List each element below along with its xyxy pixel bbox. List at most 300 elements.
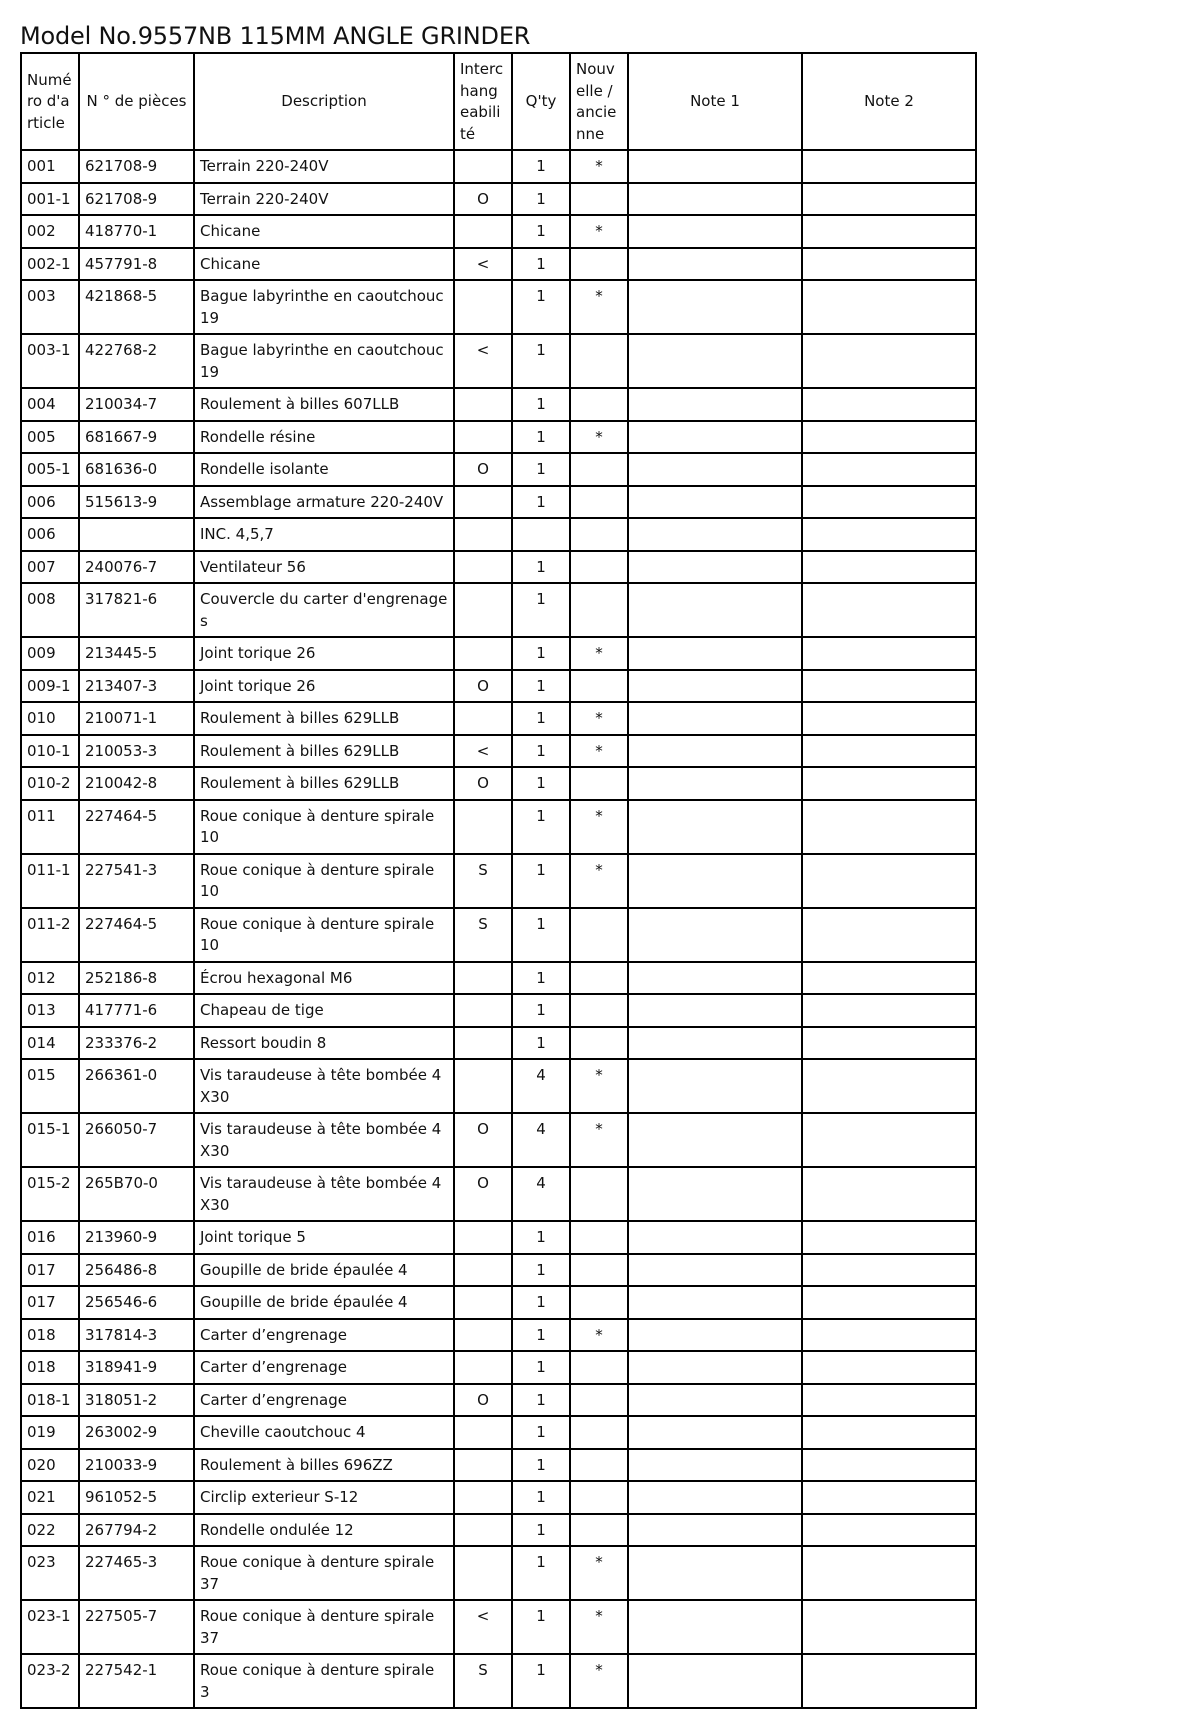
cell-description: Roulement à billes 629LLB [194,702,454,735]
cell-part-number: 213407-3 [79,670,194,703]
cell-quantity: 1 [512,1221,570,1254]
cell-item-number: 020 [21,1449,79,1482]
cell-new-old: * [570,150,628,183]
cell-note-1 [628,1600,802,1654]
cell-new-old [570,1481,628,1514]
col-header-item-number: Numéro d'article [21,53,79,150]
cell-note-2 [802,551,976,584]
cell-item-number: 002-1 [21,248,79,281]
cell-interchangeability [454,637,512,670]
cell-quantity: 1 [512,702,570,735]
cell-new-old [570,962,628,995]
cell-new-old [570,518,628,551]
cell-item-number: 008 [21,583,79,637]
cell-note-2 [802,962,976,995]
cell-part-number: 265B70-0 [79,1167,194,1221]
cell-part-number: 227541-3 [79,854,194,908]
cell-note-1 [628,1286,802,1319]
cell-description: Ressort boudin 8 [194,1027,454,1060]
col-header-note-1: Note 1 [628,53,802,150]
cell-note-1 [628,670,802,703]
cell-part-number: 227464-5 [79,800,194,854]
cell-note-2 [802,388,976,421]
table-row [21,1600,976,1654]
table-row [21,334,976,388]
cell-note-2 [802,1286,976,1319]
cell-part-number: 515613-9 [79,486,194,519]
cell-note-1 [628,453,802,486]
cell-note-1 [628,637,802,670]
cell-part-number: 417771-6 [79,994,194,1027]
cell-note-1 [628,1319,802,1352]
table-row [21,388,976,421]
cell-description: Assemblage armature 220-240V [194,486,454,519]
table-row [21,215,976,248]
cell-note-2 [802,854,976,908]
cell-new-old: * [570,1059,628,1113]
cell-quantity: 1 [512,551,570,584]
cell-new-old: * [570,637,628,670]
cell-interchangeability: O [454,453,512,486]
cell-note-2 [802,670,976,703]
col-header-quantity: Q'ty [512,53,570,150]
cell-description: Chicane [194,215,454,248]
cell-note-2 [802,1481,976,1514]
cell-part-number: 227505-7 [79,1600,194,1654]
col-header-new-old: Nouvelle / ancienne [570,53,628,150]
table-row [21,962,976,995]
cell-item-number: 001-1 [21,183,79,216]
cell-quantity: 1 [512,1546,570,1600]
cell-part-number: 621708-9 [79,183,194,216]
cell-part-number: 621708-9 [79,150,194,183]
cell-quantity: 1 [512,150,570,183]
cell-note-2 [802,1449,976,1482]
cell-part-number: 227542-1 [79,1654,194,1708]
table-row [21,1319,976,1352]
cell-description: Vis taraudeuse à tête bombée 4X30 [194,1113,454,1167]
cell-interchangeability [454,962,512,995]
cell-note-1 [628,1654,802,1708]
cell-note-2 [802,453,976,486]
cell-part-number: 213960-9 [79,1221,194,1254]
cell-quantity: 1 [512,583,570,637]
table-row [21,1113,976,1167]
table-row [21,583,976,637]
cell-description: Terrain 220-240V [194,183,454,216]
cell-interchangeability: O [454,767,512,800]
cell-note-2 [802,280,976,334]
cell-quantity: 1 [512,908,570,962]
cell-new-old [570,248,628,281]
cell-note-1 [628,1449,802,1482]
cell-item-number: 015-2 [21,1167,79,1221]
table-row [21,1351,976,1384]
cell-part-number: 210071-1 [79,702,194,735]
cell-interchangeability [454,551,512,584]
cell-quantity: 4 [512,1113,570,1167]
cell-part-number: 317814-3 [79,1319,194,1352]
cell-part-number: 961052-5 [79,1481,194,1514]
cell-new-old [570,1254,628,1287]
cell-description: Vis taraudeuse à tête bombée 4X30 [194,1059,454,1113]
cell-note-2 [802,334,976,388]
cell-part-number: 681636-0 [79,453,194,486]
parts-table [20,52,977,1709]
cell-new-old: * [570,215,628,248]
cell-interchangeability [454,702,512,735]
cell-new-old [570,183,628,216]
table-row [21,486,976,519]
cell-note-2 [802,735,976,768]
cell-quantity: 1 [512,1600,570,1654]
cell-part-number: 210042-8 [79,767,194,800]
cell-item-number: 012 [21,962,79,995]
cell-interchangeability: < [454,735,512,768]
cell-quantity: 1 [512,1481,570,1514]
cell-interchangeability [454,1059,512,1113]
cell-note-2 [802,908,976,962]
cell-part-number: 227465-3 [79,1546,194,1600]
cell-note-1 [628,1514,802,1547]
table-row [21,637,976,670]
cell-interchangeability [454,1546,512,1600]
cell-interchangeability: < [454,248,512,281]
cell-new-old [570,486,628,519]
cell-interchangeability: S [454,1654,512,1708]
cell-description: Roue conique à denture spirale 10 [194,908,454,962]
cell-description: Roue conique à denture spirale 10 [194,854,454,908]
cell-part-number: 422768-2 [79,334,194,388]
cell-note-1 [628,486,802,519]
table-row [21,735,976,768]
cell-interchangeability [454,150,512,183]
cell-quantity: 1 [512,486,570,519]
cell-note-1 [628,551,802,584]
cell-quantity: 1 [512,994,570,1027]
cell-new-old [570,1027,628,1060]
cell-quantity: 1 [512,421,570,454]
table-row [21,1221,976,1254]
cell-note-1 [628,735,802,768]
cell-note-2 [802,150,976,183]
cell-interchangeability [454,486,512,519]
cell-note-1 [628,1221,802,1254]
cell-note-1 [628,1351,802,1384]
cell-note-1 [628,1027,802,1060]
cell-item-number: 006 [21,486,79,519]
cell-new-old [570,1221,628,1254]
cell-description: Écrou hexagonal M6 [194,962,454,995]
cell-note-1 [628,767,802,800]
table-row [21,702,976,735]
cell-note-1 [628,702,802,735]
cell-description: Roue conique à denture spirale 37 [194,1546,454,1600]
cell-note-2 [802,637,976,670]
cell-description: Chapeau de tige [194,994,454,1027]
cell-interchangeability [454,800,512,854]
cell-item-number: 017 [21,1286,79,1319]
cell-quantity: 1 [512,1351,570,1384]
cell-new-old [570,994,628,1027]
cell-note-1 [628,421,802,454]
cell-note-1 [628,1546,802,1600]
cell-note-1 [628,1059,802,1113]
cell-part-number: 318051-2 [79,1384,194,1417]
cell-description: Roue conique à denture spirale 37 [194,1600,454,1654]
cell-description: Couvercle du carter d'engrenages [194,583,454,637]
cell-item-number: 018 [21,1319,79,1352]
cell-interchangeability: S [454,908,512,962]
table-row [21,280,976,334]
cell-part-number: 256546-6 [79,1286,194,1319]
cell-part-number: 210053-3 [79,735,194,768]
cell-note-1 [628,583,802,637]
cell-part-number: 240076-7 [79,551,194,584]
parts-table-body [21,150,976,1708]
table-row [21,551,976,584]
cell-description: Joint torique 5 [194,1221,454,1254]
cell-note-2 [802,1113,976,1167]
cell-note-1 [628,334,802,388]
cell-description: Joint torique 26 [194,637,454,670]
cell-description: Rondelle résine [194,421,454,454]
cell-part-number [79,518,194,551]
cell-description: Bague labyrinthe en caoutchouc 19 [194,334,454,388]
cell-item-number: 021 [21,1481,79,1514]
cell-new-old: * [570,854,628,908]
cell-new-old [570,334,628,388]
cell-interchangeability [454,280,512,334]
table-row [21,1254,976,1287]
cell-interchangeability [454,1351,512,1384]
cell-note-2 [802,215,976,248]
table-row [21,1286,976,1319]
cell-quantity: 1 [512,1319,570,1352]
cell-quantity: 1 [512,854,570,908]
table-row [21,1059,976,1113]
cell-description: Vis taraudeuse à tête bombée 4X30 [194,1167,454,1221]
col-header-note-2: Note 2 [802,53,976,150]
table-row [21,1167,976,1221]
cell-note-2 [802,1654,976,1708]
table-row [21,1027,976,1060]
cell-description: Bague labyrinthe en caoutchouc 19 [194,280,454,334]
cell-note-2 [802,1319,976,1352]
cell-item-number: 023 [21,1546,79,1600]
cell-quantity: 1 [512,388,570,421]
cell-note-1 [628,248,802,281]
cell-item-number: 016 [21,1221,79,1254]
cell-part-number: 266050-7 [79,1113,194,1167]
cell-interchangeability [454,421,512,454]
table-row [21,767,976,800]
cell-quantity: 1 [512,670,570,703]
cell-quantity: 1 [512,334,570,388]
cell-item-number: 023-2 [21,1654,79,1708]
cell-interchangeability: O [454,1113,512,1167]
cell-item-number: 005 [21,421,79,454]
cell-interchangeability [454,1027,512,1060]
cell-quantity [512,518,570,551]
cell-note-2 [802,702,976,735]
cell-note-1 [628,1416,802,1449]
cell-description: Circlip exterieur S-12 [194,1481,454,1514]
cell-quantity: 1 [512,1384,570,1417]
cell-quantity: 1 [512,1654,570,1708]
cell-note-2 [802,1546,976,1600]
cell-interchangeability [454,994,512,1027]
cell-interchangeability: < [454,334,512,388]
table-row [21,150,976,183]
cell-item-number: 007 [21,551,79,584]
cell-note-1 [628,1481,802,1514]
cell-note-2 [802,486,976,519]
table-row [21,1481,976,1514]
cell-quantity: 1 [512,1514,570,1547]
cell-interchangeability [454,1449,512,1482]
cell-part-number: 267794-2 [79,1514,194,1547]
cell-description: Roulement à billes 696ZZ [194,1449,454,1482]
cell-description: Joint torique 26 [194,670,454,703]
cell-quantity: 1 [512,1286,570,1319]
cell-quantity: 1 [512,962,570,995]
cell-note-1 [628,1113,802,1167]
cell-note-2 [802,1059,976,1113]
cell-note-1 [628,1254,802,1287]
page-title: Model No.9557NB 115MM ANGLE GRINDER [20,22,531,50]
cell-quantity: 1 [512,767,570,800]
cell-item-number: 018-1 [21,1384,79,1417]
cell-note-1 [628,183,802,216]
cell-item-number: 009 [21,637,79,670]
cell-description: Carter d’engrenage [194,1351,454,1384]
cell-new-old: * [570,1654,628,1708]
cell-item-number: 002 [21,215,79,248]
cell-note-1 [628,800,802,854]
cell-item-number: 010-2 [21,767,79,800]
cell-new-old [570,1167,628,1221]
cell-description: Roulement à billes 629LLB [194,735,454,768]
cell-description: Chicane [194,248,454,281]
col-header-interchangeability: Interchangeabilité [454,53,512,150]
cell-part-number: 457791-8 [79,248,194,281]
cell-note-1 [628,388,802,421]
cell-description: Carter d’engrenage [194,1319,454,1352]
cell-quantity: 1 [512,215,570,248]
cell-interchangeability: O [454,1167,512,1221]
cell-note-2 [802,583,976,637]
cell-note-1 [628,854,802,908]
cell-note-2 [802,800,976,854]
cell-description: Rondelle ondulée 12 [194,1514,454,1547]
cell-quantity: 4 [512,1167,570,1221]
cell-note-2 [802,1416,976,1449]
cell-note-2 [802,1600,976,1654]
table-row [21,1654,976,1708]
col-header-description: Description [194,53,454,150]
table-row [21,1514,976,1547]
cell-new-old [570,1449,628,1482]
cell-note-1 [628,1167,802,1221]
cell-new-old [570,388,628,421]
cell-interchangeability [454,518,512,551]
table-row [21,518,976,551]
cell-new-old: * [570,702,628,735]
cell-new-old [570,767,628,800]
table-row [21,908,976,962]
cell-note-1 [628,518,802,551]
cell-note-2 [802,1351,976,1384]
cell-quantity: 1 [512,735,570,768]
cell-interchangeability [454,1319,512,1352]
cell-quantity: 1 [512,1416,570,1449]
table-row [21,1384,976,1417]
cell-description: Roue conique à denture spirale 10 [194,800,454,854]
cell-description: Goupille de bride épaulée 4 [194,1286,454,1319]
cell-item-number: 010 [21,702,79,735]
cell-item-number: 011-2 [21,908,79,962]
cell-new-old: * [570,800,628,854]
cell-part-number: 252186-8 [79,962,194,995]
cell-note-2 [802,1221,976,1254]
cell-new-old [570,1514,628,1547]
cell-quantity: 1 [512,1449,570,1482]
table-row [21,1416,976,1449]
cell-item-number: 005-1 [21,453,79,486]
cell-interchangeability [454,1254,512,1287]
cell-quantity: 1 [512,183,570,216]
table-row [21,800,976,854]
cell-note-1 [628,280,802,334]
cell-item-number: 011-1 [21,854,79,908]
cell-note-1 [628,1384,802,1417]
cell-note-1 [628,908,802,962]
cell-note-2 [802,994,976,1027]
cell-part-number: 681667-9 [79,421,194,454]
cell-interchangeability [454,1514,512,1547]
cell-quantity: 1 [512,800,570,854]
cell-description: Goupille de bride épaulée 4 [194,1254,454,1287]
cell-description: Carter d’engrenage [194,1384,454,1417]
cell-part-number: 233376-2 [79,1027,194,1060]
cell-quantity: 1 [512,280,570,334]
cell-new-old [570,551,628,584]
cell-item-number: 010-1 [21,735,79,768]
cell-part-number: 266361-0 [79,1059,194,1113]
cell-new-old [570,1416,628,1449]
cell-description: INC. 4,5,7 [194,518,454,551]
cell-new-old: * [570,421,628,454]
cell-note-2 [802,518,976,551]
cell-part-number: 317821-6 [79,583,194,637]
cell-new-old [570,1286,628,1319]
cell-note-1 [628,150,802,183]
cell-interchangeability: O [454,183,512,216]
cell-interchangeability: O [454,670,512,703]
cell-item-number: 009-1 [21,670,79,703]
table-row [21,670,976,703]
cell-interchangeability [454,388,512,421]
cell-note-2 [802,1254,976,1287]
cell-new-old [570,908,628,962]
cell-interchangeability [454,215,512,248]
cell-new-old [570,670,628,703]
cell-description: Rondelle isolante [194,453,454,486]
cell-item-number: 015-1 [21,1113,79,1167]
cell-item-number: 015 [21,1059,79,1113]
table-row [21,183,976,216]
